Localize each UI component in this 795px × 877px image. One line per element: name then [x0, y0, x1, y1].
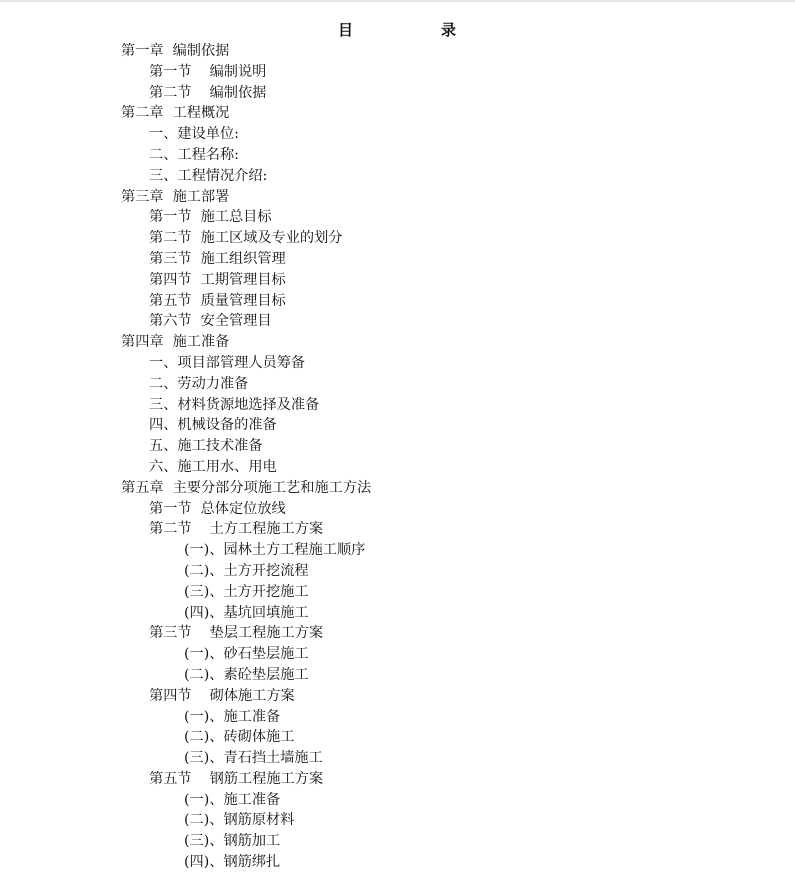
toc-subsection: (二)、钢筋原材料: [184, 812, 295, 829]
toc-subsection: (二)、素砼垫层施工: [184, 666, 309, 683]
page-title-right: 录: [441, 21, 457, 39]
toc-section: 五、施工技术准备: [149, 438, 263, 455]
toc-subsection: (一)、砂石垫层施工: [184, 646, 309, 663]
toc-section: 二、劳动力准备: [149, 375, 249, 392]
toc-section: 第六节 安全管理目: [149, 313, 272, 330]
toc-subsection: (三)、土方开挖施工: [184, 583, 309, 600]
toc-section: 三、工程情况介绍:: [149, 167, 268, 184]
toc-section: 第四节 砌体施工方案: [149, 687, 295, 704]
toc-subsection: (二)、土方开挖流程: [184, 562, 309, 579]
page-title-left: 目: [338, 21, 354, 39]
toc-subsection: (四)、基坑回填施工: [184, 604, 309, 621]
toc-chapter: 第二章 工程概况: [121, 105, 230, 122]
toc-chapter: 第四章 施工准备: [121, 334, 230, 351]
toc-section: 第二节 施工区域及专业的划分: [149, 230, 343, 247]
toc-chapter: 第五章 主要分部分项施工艺和施工方法: [121, 479, 372, 496]
toc-section: 第五节 质量管理目标: [149, 292, 286, 309]
toc-section: 第二节 编制依据: [149, 84, 267, 101]
toc-section: 一、项目部管理人员筹备: [149, 354, 306, 371]
toc-subsection: (一)、园林土方工程施工顺序: [184, 542, 366, 559]
toc-section: 二、工程名称:: [149, 146, 239, 163]
toc-section: 第一节 总体定位放线: [149, 500, 286, 517]
table-of-contents: [0, 41, 795, 873]
toc-subsection: (三)、青石挡土墙施工: [184, 750, 323, 767]
toc-section: 第一节 施工总目标: [149, 209, 272, 226]
toc-section: 四、机械设备的准备: [149, 417, 277, 434]
toc-section: 六、施工用水、用电: [149, 458, 277, 475]
toc-section: 第二节 土方工程施工方案: [149, 521, 324, 538]
page-top-border: [0, 0, 795, 2]
toc-subsection: (一)、施工准备: [184, 708, 281, 725]
toc-section: 第一节 编制说明: [149, 63, 267, 80]
toc-section: 第三节 垫层工程施工方案: [149, 625, 324, 642]
toc-subsection: (二)、砖砌体施工: [184, 729, 295, 746]
toc-chapter: 第三章 施工部署: [121, 188, 230, 205]
toc-section: 第三节 施工组织管理: [149, 250, 286, 267]
toc-subsection: (四)、钢筋绑扎: [184, 854, 281, 871]
toc-section: 一、建设单位:: [149, 126, 239, 143]
toc-section: 三、材料货源地选择及准备: [149, 396, 320, 413]
toc-section: 第四节 工期管理目标: [149, 271, 286, 288]
toc-subsection: (三)、钢筋加工: [184, 833, 281, 850]
toc-section: 第五节 钢筋工程施工方案: [149, 770, 324, 787]
toc-chapter: 第一章 编制依据: [121, 43, 230, 59]
toc-subsection: (一)、施工准备: [184, 791, 281, 808]
